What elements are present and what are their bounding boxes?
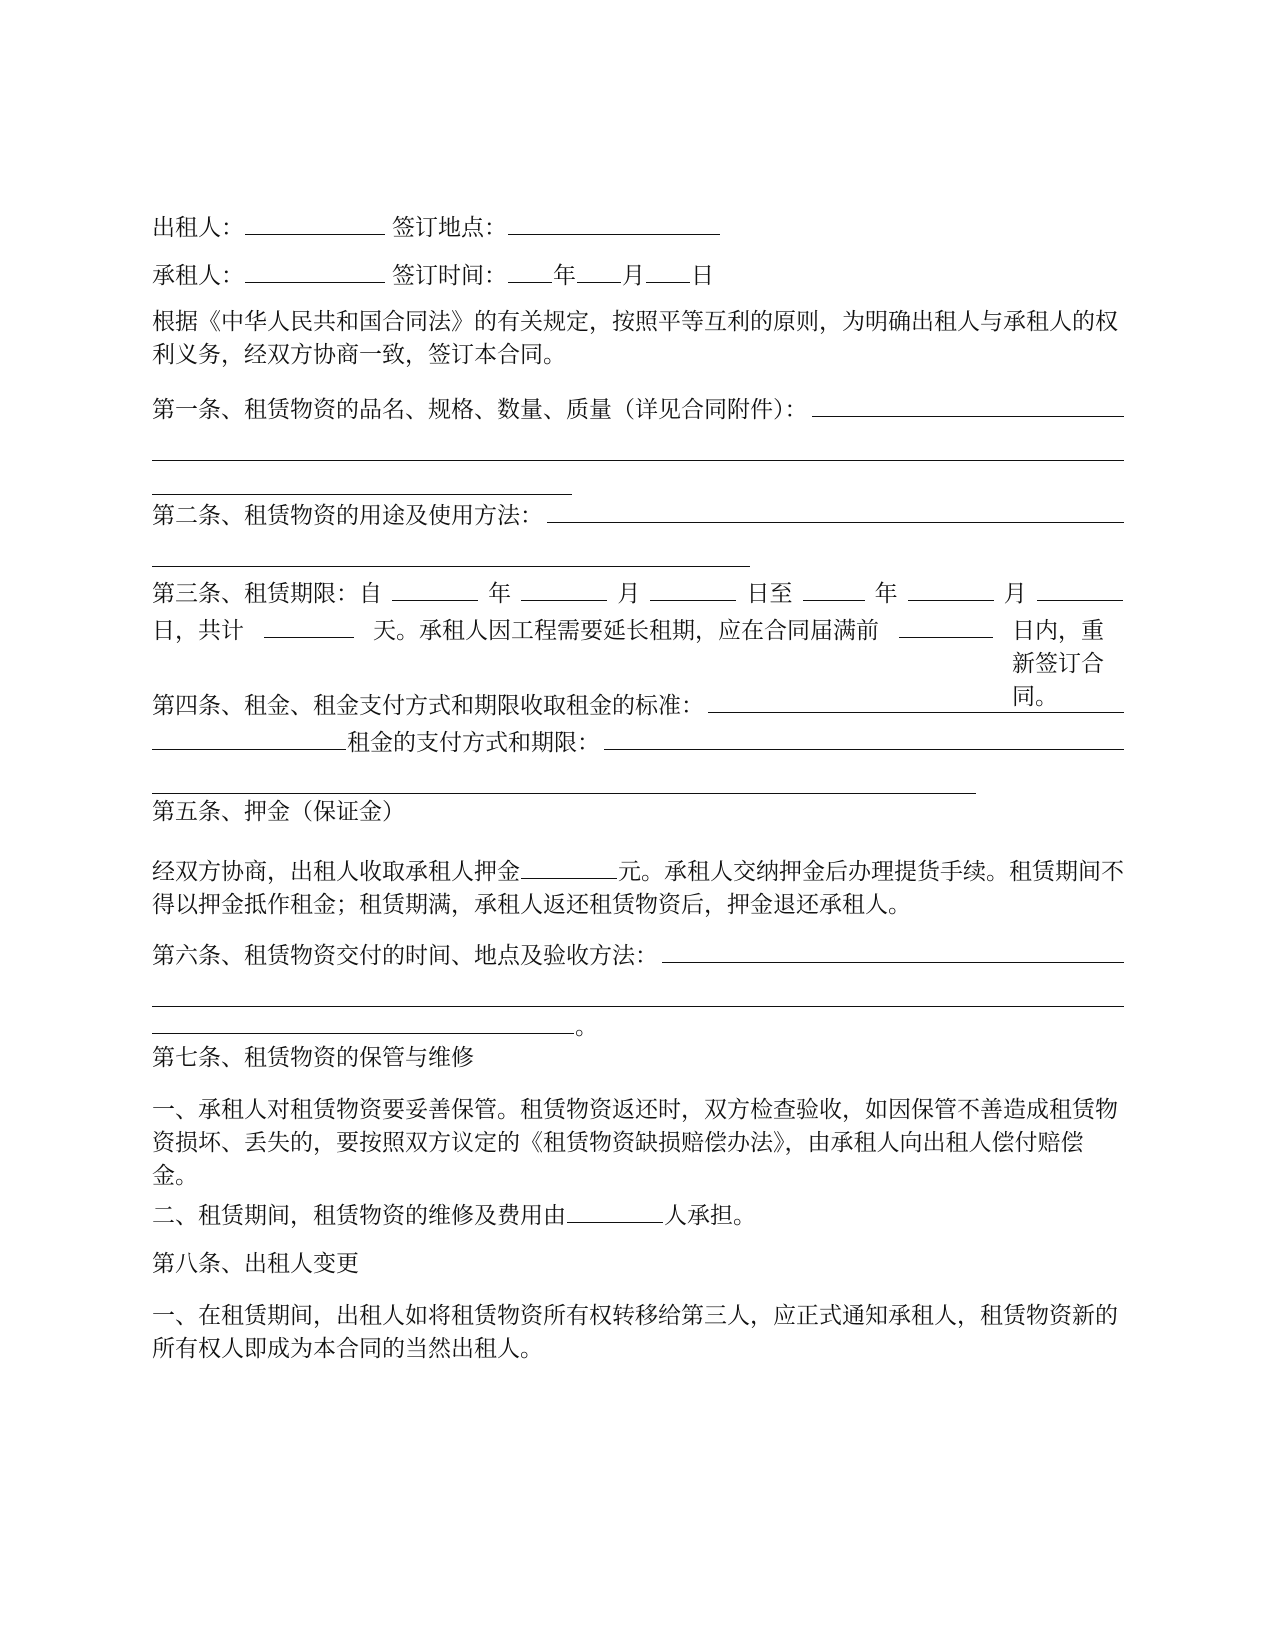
- article-1-blank-line-2[interactable]: [152, 434, 1124, 461]
- delivery-blank-3[interactable]: [152, 1007, 574, 1034]
- article-2-text: 第二条、租赁物资的用途及使用方法：: [152, 503, 543, 529]
- article-3-month: 月: [617, 581, 641, 607]
- payment-method-blank[interactable]: [604, 723, 1124, 750]
- lessee-label: 承租人：: [152, 263, 244, 289]
- article-3-text-day: 日，共计: [152, 618, 244, 644]
- article-5-text-b: 元。承租人交纳押金后办理提货手续。租赁期间不得以押金抵作租金；租赁期满，承租人返还租赁物资后，押金退还承租人。: [152, 859, 1124, 918]
- place-label: 签订地点：: [392, 215, 507, 241]
- total-days-blank[interactable]: [264, 611, 354, 638]
- article-7-text-b: 人承担。: [664, 1203, 756, 1229]
- renew-days-blank[interactable]: [899, 611, 993, 638]
- article-2-blank[interactable]: [547, 496, 1124, 523]
- end-year-blank[interactable]: [803, 574, 865, 601]
- article-2-blank-line-2[interactable]: [152, 540, 750, 567]
- article-1-blank[interactable]: [812, 390, 1125, 417]
- month-label: 月: [622, 263, 645, 289]
- lessor-label: 出租人：: [152, 215, 244, 241]
- article-3-text-c: 日内，重新签订合同。: [1012, 618, 1104, 710]
- start-year-blank[interactable]: [392, 574, 478, 601]
- article-3-day-to: 日至: [746, 581, 793, 607]
- delivery-blank[interactable]: [662, 936, 1124, 963]
- deposit-blank[interactable]: [521, 852, 617, 879]
- article-3-month-2: 月: [1003, 581, 1027, 607]
- article-7-title: 第七条、租赁物资的保管与维修: [152, 1045, 474, 1071]
- time-label: 签订时间：: [392, 263, 507, 289]
- place-blank[interactable]: [508, 208, 720, 235]
- rent-standard-blank-2[interactable]: [152, 723, 346, 750]
- day-label: 日: [691, 263, 714, 289]
- article-5-text-a: 经双方协商，出租人收取承租人押金: [152, 859, 520, 885]
- header-lessee-line: [152, 256, 714, 293]
- article-4: [152, 686, 1124, 794]
- article-2: [152, 496, 1124, 567]
- article-3-text-b: 天。承租人因工程需要延长租期，应在合同届满前: [373, 618, 879, 644]
- article-5-title: 第五条、押金（保证金）: [152, 799, 405, 825]
- article-6: [152, 936, 1124, 1044]
- article-4-text-b: 租金的支付方式和期限：: [347, 730, 600, 756]
- article-7-text-a: 二、租赁期间，租赁物资的维修及费用由: [152, 1203, 566, 1229]
- article-7-paragraph-2: [152, 1196, 1124, 1233]
- end-month-blank[interactable]: [908, 574, 994, 601]
- sign-year-blank[interactable]: [508, 256, 552, 283]
- article-4-text-a: 第四条、租金、租金支付方式和期限收取租金的标准：: [152, 693, 704, 719]
- article-6-text: 第六条、租赁物资交付的时间、地点及验收方法：: [152, 943, 658, 969]
- lessee-blank[interactable]: [245, 256, 385, 283]
- sign-month-blank[interactable]: [577, 256, 621, 283]
- maintenance-party-blank[interactable]: [567, 1196, 663, 1223]
- article-3-year: 年: [488, 581, 512, 607]
- article-3-year-2: 年: [874, 581, 898, 607]
- header-lessor-line: [152, 208, 721, 245]
- delivery-blank-2[interactable]: [152, 980, 1124, 1007]
- article-6-end: 。: [575, 1014, 598, 1040]
- article-1: [152, 390, 1124, 495]
- article-8-paragraph-1: 一、在租赁期间，出租人如将租赁物资所有权转移给第三人，应正式通知承租人，租赁物资新的所有权人即成为本合同的当然出租人。: [152, 1303, 1118, 1362]
- lessor-blank[interactable]: [245, 208, 385, 235]
- payment-method-blank-2[interactable]: [152, 767, 976, 794]
- article-1-blank-line-3[interactable]: [152, 468, 572, 495]
- intro-paragraph: 根据《中华人民共和国合同法》的有关规定，按照平等互利的原则，为明确出租人与承租人的权利义务，经双方协商一致，签订本合同。: [152, 309, 1118, 368]
- sign-day-blank[interactable]: [646, 256, 690, 283]
- start-month-blank[interactable]: [521, 574, 607, 601]
- article-7-paragraph-1: 一、承租人对租赁物资要妥善保管。租赁物资返还时，双方检查验收，如因保管不善造成租赁物资损坏、丢失的，要按照双方议定的《租赁物资缺损赔偿办法》，由承租人向出租人偿付赔偿金。: [152, 1097, 1118, 1189]
- article-3-text-a: 第三条、租赁期限：自: [152, 581, 382, 607]
- end-day-blank[interactable]: [1037, 574, 1123, 601]
- rent-standard-blank[interactable]: [708, 686, 1124, 713]
- article-1-text: 第一条、租赁物资的品名、规格、数量、质量（详见合同附件）：: [152, 397, 808, 423]
- article-8-title: 第八条、出租人变更: [152, 1251, 359, 1277]
- start-day-blank[interactable]: [650, 574, 736, 601]
- article-5-paragraph: [152, 852, 1124, 922]
- year-label: 年: [553, 263, 576, 289]
